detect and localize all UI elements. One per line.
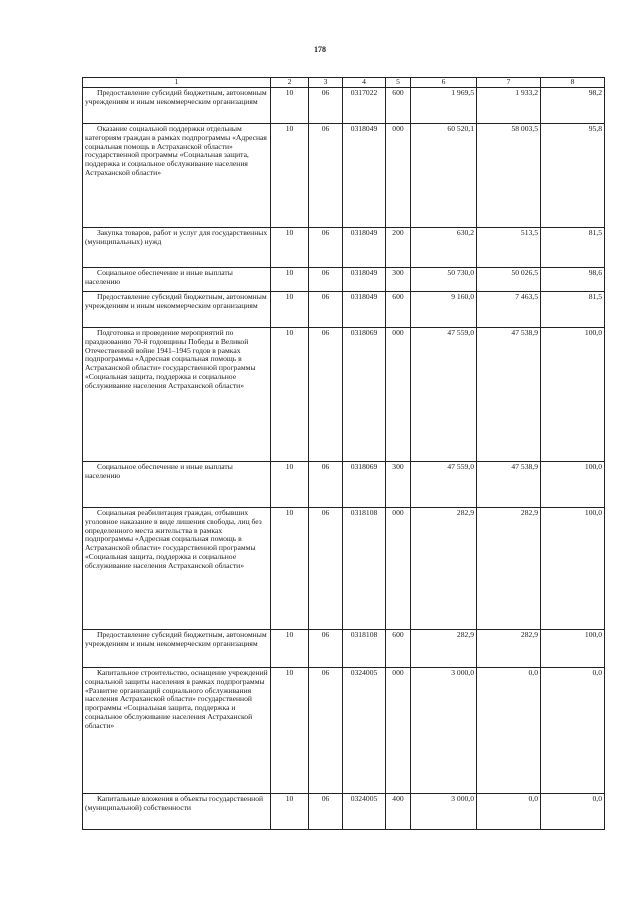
row-expense-type: 000 (386, 328, 411, 462)
row-section: 10 (271, 124, 309, 228)
row-name: Подготовка и проведение мероприятий по празднованию 70-й годовщины Победы в Великой Отечественной войне 1941–1945 годов в рамках подпрограммы «Адресная социальная помощь в Астраханской области» государственной программы «Социальная защита, поддержка и социальное обслуживание населения Астраханской области» (83, 328, 271, 462)
row-name: Закупка товаров, работ и услуг для государственных (муниципальных) нужд (83, 228, 271, 268)
row-subsection: 06 (309, 794, 343, 830)
row-name: Оказание социальной поддержки отдельным категориям граждан в рамках подпрограммы «Адресная социальная помощь в Астраханской области» государственной программы «Социальная защита, поддержка и социальное обслуживание населения Астраханской области» (83, 124, 271, 228)
table-header-row (83, 78, 605, 88)
column-header: 5 (386, 78, 411, 88)
row-subsection: 06 (309, 508, 343, 630)
row-value-actual: 7 463,5 (477, 292, 541, 328)
row-target-code: 0317022 (343, 88, 386, 124)
row-value-percent: 0,0 (541, 794, 605, 830)
row-target-code: 0318049 (343, 228, 386, 268)
table-row (83, 88, 605, 124)
row-value-planned: 1 969,5 (411, 88, 477, 124)
row-section: 10 (271, 668, 309, 794)
row-name: Капитальное строительство, оснащение учреждений социальной защиты населения в рамках подпрограммы «Развитие организаций социального обслуживания населения Астраханской области» государственной программы «Социальная защита, поддержка и социальное обслуживание населения Астраханской области» (83, 668, 271, 794)
row-value-planned: 282,9 (411, 508, 477, 630)
column-header: 6 (411, 78, 477, 88)
row-name: Социальная реабилитация граждан, отбывших уголовное наказание в виде лишения свободы, лиц без определенного места жительства в рамках подпрограммы «Адресная социальная помощь в Астраханской области» государственной программы «Социальная защита, поддержка и социальное обслуживание населения Астраханской области» (83, 508, 271, 630)
row-expense-type: 600 (386, 88, 411, 124)
row-subsection: 06 (309, 292, 343, 328)
table-row (83, 630, 605, 668)
column-header: 2 (271, 78, 309, 88)
row-section: 10 (271, 292, 309, 328)
table-row (83, 794, 605, 830)
row-expense-type: 000 (386, 668, 411, 794)
row-value-actual: 47 538,9 (477, 328, 541, 462)
row-value-planned: 9 160,0 (411, 292, 477, 328)
table-row (83, 508, 605, 630)
row-target-code: 0318049 (343, 124, 386, 228)
row-value-percent: 81,5 (541, 292, 605, 328)
table-row (83, 462, 605, 508)
row-section: 10 (271, 462, 309, 508)
row-target-code: 0318108 (343, 508, 386, 630)
row-value-actual: 1 933,2 (477, 88, 541, 124)
column-header: 1 (83, 78, 271, 88)
row-subsection: 06 (309, 124, 343, 228)
row-section: 10 (271, 88, 309, 124)
table-row (83, 668, 605, 794)
row-expense-type: 600 (386, 630, 411, 668)
row-name: Социальное обеспечение и иные выплаты населению (83, 268, 271, 292)
row-value-actual: 50 026,5 (477, 268, 541, 292)
table-row (83, 124, 605, 228)
row-subsection: 06 (309, 228, 343, 268)
row-subsection: 06 (309, 668, 343, 794)
row-name: Социальное обеспечение и иные выплаты населению (83, 462, 271, 508)
row-expense-type: 300 (386, 462, 411, 508)
row-name: Капитальные вложения в объекты государственной (муниципальной) собственности (83, 794, 271, 830)
column-header: 8 (541, 78, 605, 88)
table-row (83, 268, 605, 292)
table-row (83, 228, 605, 268)
row-target-code: 0318049 (343, 292, 386, 328)
row-subsection: 06 (309, 328, 343, 462)
row-value-planned: 50 730,0 (411, 268, 477, 292)
row-target-code: 0324005 (343, 668, 386, 794)
row-section: 10 (271, 794, 309, 830)
row-value-planned: 47 559,0 (411, 328, 477, 462)
row-target-code: 0318069 (343, 328, 386, 462)
row-value-planned: 60 520,1 (411, 124, 477, 228)
row-expense-type: 400 (386, 794, 411, 830)
row-value-actual: 282,9 (477, 630, 541, 668)
row-value-percent: 0,0 (541, 668, 605, 794)
row-value-actual: 0,0 (477, 668, 541, 794)
row-target-code: 0318049 (343, 268, 386, 292)
row-value-percent: 98,2 (541, 88, 605, 124)
row-section: 10 (271, 508, 309, 630)
row-value-percent: 100,0 (541, 328, 605, 462)
row-value-planned: 282,9 (411, 630, 477, 668)
row-value-percent: 95,8 (541, 124, 605, 228)
row-subsection: 06 (309, 268, 343, 292)
row-section: 10 (271, 328, 309, 462)
row-value-planned: 630,2 (411, 228, 477, 268)
row-name: Предоставление субсидий бюджетным, автономным учреждениям и иным некоммерческим организациям (83, 292, 271, 328)
row-target-code: 0318069 (343, 462, 386, 508)
row-value-planned: 3 000,0 (411, 668, 477, 794)
row-expense-type: 300 (386, 268, 411, 292)
row-value-planned: 3 000,0 (411, 794, 477, 830)
row-value-percent: 100,0 (541, 630, 605, 668)
column-header: 3 (309, 78, 343, 88)
row-value-percent: 100,0 (541, 508, 605, 630)
column-header: 4 (343, 78, 386, 88)
row-expense-type: 200 (386, 228, 411, 268)
row-value-percent: 98,6 (541, 268, 605, 292)
row-expense-type: 000 (386, 508, 411, 630)
budget-table (82, 77, 605, 830)
row-value-actual: 58 003,5 (477, 124, 541, 228)
row-subsection: 06 (309, 88, 343, 124)
row-section: 10 (271, 630, 309, 668)
row-expense-type: 600 (386, 292, 411, 328)
table-row (83, 328, 605, 462)
row-expense-type: 000 (386, 124, 411, 228)
row-subsection: 06 (309, 462, 343, 508)
row-subsection: 06 (309, 630, 343, 668)
row-target-code: 0318108 (343, 630, 386, 668)
row-value-actual: 47 538,9 (477, 462, 541, 508)
table-row (83, 292, 605, 328)
page-number: 178 (314, 45, 326, 54)
row-section: 10 (271, 268, 309, 292)
row-value-actual: 513,5 (477, 228, 541, 268)
row-name: Предоставление субсидий бюджетным, автономным учреждениям и иным некоммерческим организациям (83, 88, 271, 124)
row-value-percent: 100,0 (541, 462, 605, 508)
row-value-percent: 81,5 (541, 228, 605, 268)
row-value-actual: 282,9 (477, 508, 541, 630)
row-target-code: 0324005 (343, 794, 386, 830)
row-section: 10 (271, 228, 309, 268)
row-value-planned: 47 559,0 (411, 462, 477, 508)
row-name: Предоставление субсидий бюджетным, автономным учреждениям и иным некоммерческим организациям (83, 630, 271, 668)
column-header: 7 (477, 78, 541, 88)
row-value-actual: 0,0 (477, 794, 541, 830)
